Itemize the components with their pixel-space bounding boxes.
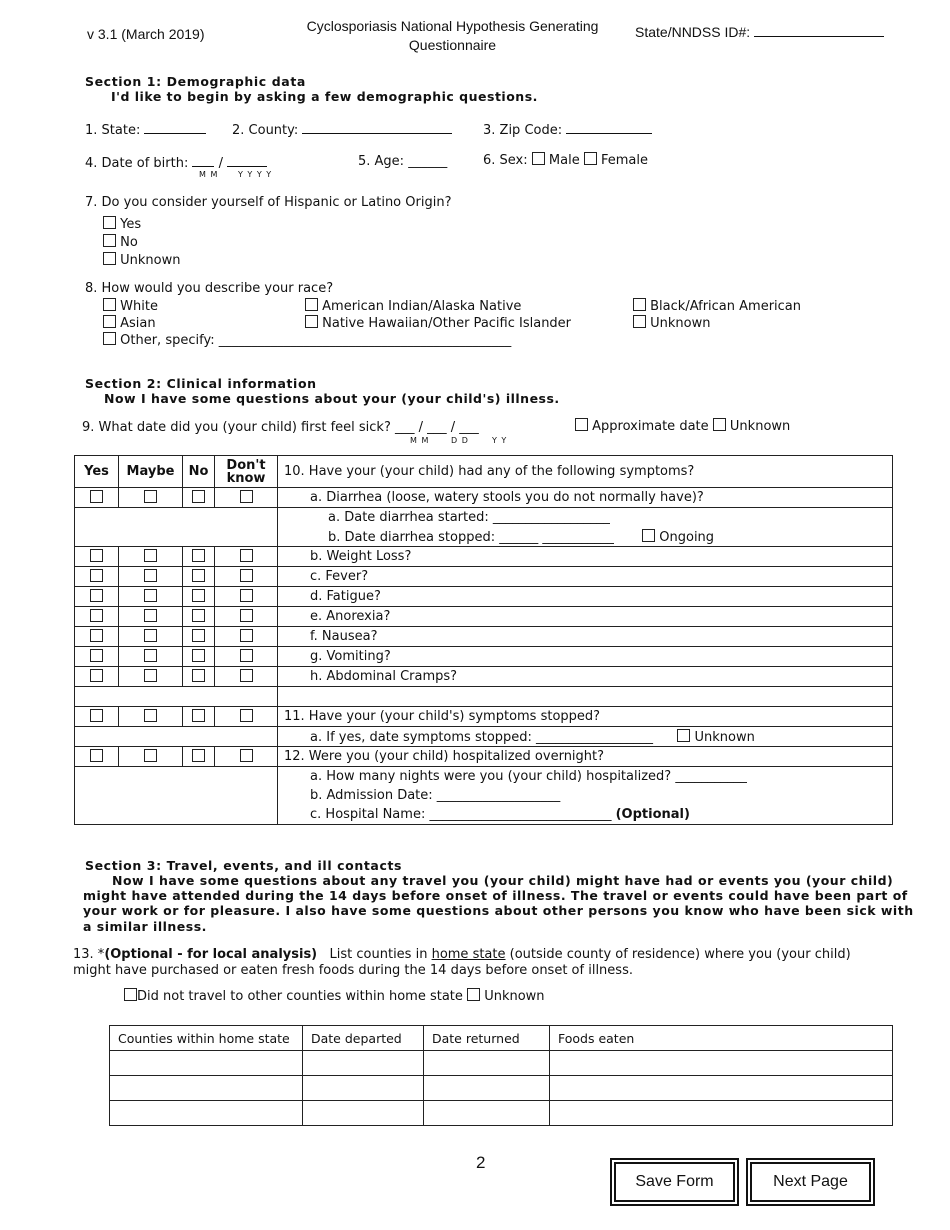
race-nhpi-checkbox[interactable]: [305, 315, 318, 328]
section3-intro-line3: your work or for pleasure. I also have some questions about other persons you know who have been sick with: [83, 903, 914, 919]
symptom-anorexia: e. Anorexia?: [278, 607, 893, 627]
nausea-maybe-checkbox[interactable]: [144, 629, 157, 642]
symptom-fatigue: d. Fatigue?: [278, 587, 893, 607]
hispanic-unknown-checkbox[interactable]: [103, 252, 116, 265]
state-id-label: State/NNDSS ID#:: [635, 24, 751, 40]
race-asian-checkbox[interactable]: [103, 315, 116, 328]
table-row: [75, 627, 893, 647]
county-input[interactable]: [110, 1101, 303, 1126]
col-counties: Counties within home state: [110, 1026, 303, 1051]
form-title: [300, 18, 605, 53]
onset-unknown-label: Unknown: [729, 419, 791, 434]
col-foods-eaten: Foods eaten: [550, 1026, 893, 1051]
race-other-field[interactable]: Other, specify: _____________________________________________: [120, 333, 512, 348]
q13-optional: (Optional - for local analysis): [104, 947, 318, 962]
onset-sub-month: M M: [410, 436, 430, 445]
hospital-name-field[interactable]: c. Hospital Name: ____________________________: [310, 807, 612, 822]
race-col2: [305, 298, 571, 332]
race-amind-checkbox[interactable]: [305, 298, 318, 311]
returned-input[interactable]: [424, 1051, 550, 1076]
travel-unknown-checkbox[interactable]: [467, 988, 480, 1001]
table-row: [75, 687, 893, 707]
travel-unknown-label: Unknown: [484, 989, 545, 1004]
sex-field: [483, 152, 648, 168]
anorexia-dontknow-checkbox[interactable]: [240, 609, 253, 622]
race-col3: [633, 298, 801, 332]
race-question: 8. How would you describe your race?: [85, 281, 334, 296]
hospital-name-row: [278, 805, 893, 825]
fever-no-checkbox[interactable]: [192, 569, 205, 582]
col-dont-know: Don't know: [215, 456, 278, 488]
departed-input[interactable]: [303, 1101, 424, 1126]
nausea-no-checkbox[interactable]: [192, 629, 205, 642]
symptom-abdominal-cramps: h. Abdominal Cramps?: [278, 667, 893, 687]
zip-field[interactable]: [483, 121, 652, 138]
onset-sub-day: D D: [451, 436, 469, 445]
county-input[interactable]: [110, 1076, 303, 1101]
county-input[interactable]: [110, 1051, 303, 1076]
version-label: v 3.1 (March 2019): [87, 26, 205, 42]
dob-sub-month: M M: [199, 170, 219, 179]
fatigue-dontknow-checkbox[interactable]: [240, 589, 253, 602]
zip-label: 3. Zip Code:: [483, 123, 563, 138]
q13-home-state: home state: [431, 947, 506, 962]
stopped-yes-checkbox[interactable]: [90, 709, 103, 722]
q13-line2: might have purchased or eaten fresh foods during the 14 days before onset of illness.: [73, 963, 633, 978]
cramps-maybe-checkbox[interactable]: [144, 669, 157, 682]
diarrhea-yes-checkbox[interactable]: [90, 490, 103, 503]
table-row: [75, 727, 893, 747]
section2-title: Section 2: Clinical information: [85, 376, 317, 391]
q13-number: 13. *: [73, 947, 105, 962]
anorexia-no-checkbox[interactable]: [192, 609, 205, 622]
col-maybe: Maybe: [119, 456, 183, 488]
onset-sub-year: Y Y: [492, 436, 508, 445]
diarrhea-maybe-checkbox[interactable]: [144, 490, 157, 503]
onset-options: [575, 418, 790, 434]
foods-input[interactable]: [550, 1051, 893, 1076]
admission-date-field[interactable]: b. Admission Date: ___________________: [278, 786, 893, 805]
hispanic-options: [103, 216, 181, 270]
section3-intro-line2: might have attended during the 14 days before onset of illness. The travel or events could have been part of: [83, 888, 908, 904]
hospitalized-question: 12. Were you (your child) hospitalized overnight?: [278, 747, 893, 767]
stopped-no-checkbox[interactable]: [192, 709, 205, 722]
hispanic-no-label: No: [120, 235, 138, 250]
table-row: [110, 1051, 893, 1076]
section3-title: Section 3: Travel, events, and ill contacts: [85, 858, 403, 873]
cramps-yes-checkbox[interactable]: [90, 669, 103, 682]
col-yes: Yes: [75, 456, 119, 488]
save-form-button[interactable]: Save Form: [614, 1162, 735, 1202]
sex-female-label: Female: [601, 153, 649, 168]
state-label: 1. State:: [85, 123, 141, 138]
departed-input[interactable]: [303, 1051, 424, 1076]
anorexia-yes-checkbox[interactable]: [90, 609, 103, 622]
table-row: [75, 647, 893, 667]
symptoms-table: [74, 455, 893, 825]
page-number: 2: [476, 1153, 486, 1172]
stopped-maybe-checkbox[interactable]: [144, 709, 157, 722]
dob-label: 4. Date of birth:: [85, 156, 189, 171]
col-date-departed: Date departed: [303, 1026, 424, 1051]
hospital-yes-checkbox[interactable]: [90, 749, 103, 762]
symptom-diarrhea: a. Diarrhea (loose, watery stools you do not normally have)?: [278, 488, 893, 508]
race-white-checkbox[interactable]: [103, 298, 116, 311]
dob-sub-year: Y Y Y Y: [238, 170, 273, 179]
diarrhea-stop-row: [278, 527, 893, 547]
col-date-returned: Date returned: [424, 1026, 550, 1051]
foods-input[interactable]: [550, 1076, 893, 1101]
diarrhea-start-field[interactable]: a. Date diarrhea started: __________________: [278, 508, 893, 528]
county-field[interactable]: [232, 121, 452, 138]
onset-unknown-checkbox[interactable]: [713, 418, 726, 431]
nausea-dontknow-checkbox[interactable]: [240, 629, 253, 642]
dob-separator: /: [218, 156, 223, 171]
age-field[interactable]: 5. Age: ______: [358, 154, 448, 169]
table-row: [75, 767, 893, 787]
table-row: [75, 747, 893, 767]
symptom-vomiting: g. Vomiting?: [278, 647, 893, 667]
col-no: No: [183, 456, 215, 488]
diarrhea-ongoing-label: Ongoing: [659, 529, 715, 545]
dob-field[interactable]: [85, 154, 267, 171]
sex-male-checkbox[interactable]: [532, 152, 545, 165]
counties-table-header: [110, 1026, 893, 1051]
no-travel-checkbox[interactable]: [124, 988, 137, 1001]
onset-date-question[interactable]: [82, 420, 479, 435]
foods-input[interactable]: [550, 1101, 893, 1126]
hospital-nights-field[interactable]: a. How many nights were you (your child) hospitalized? ___________: [278, 767, 893, 787]
sex-male-label: Male: [548, 153, 580, 168]
vomiting-no-checkbox[interactable]: [192, 649, 205, 662]
hispanic-yes-checkbox[interactable]: [103, 216, 116, 229]
q13-text-b: (outside county of residence) where you (your child): [509, 947, 851, 962]
returned-input[interactable]: [424, 1101, 550, 1126]
race-white-label: White: [120, 299, 158, 314]
hispanic-unknown-label: Unknown: [120, 253, 181, 268]
weightloss-maybe-checkbox[interactable]: [144, 549, 157, 562]
county-label: 2. County:: [232, 123, 299, 138]
diarrhea-no-checkbox[interactable]: [192, 490, 205, 503]
table-row: [75, 567, 893, 587]
hispanic-question: 7. Do you consider yourself of Hispanic or Latino Origin?: [85, 195, 452, 210]
vomiting-dontknow-checkbox[interactable]: [240, 649, 253, 662]
table-row: [75, 667, 893, 687]
section1-intro: I'd like to begin by asking a few demographic questions.: [111, 89, 538, 104]
diarrhea-ongoing-checkbox[interactable]: [642, 529, 655, 542]
weightloss-no-checkbox[interactable]: [192, 549, 205, 562]
fever-maybe-checkbox[interactable]: [144, 569, 157, 582]
race-unknown-checkbox[interactable]: [633, 315, 646, 328]
fever-dontknow-checkbox[interactable]: [240, 569, 253, 582]
race-nhpi-label: Native Hawaiian/Other Pacific Islander: [322, 316, 572, 331]
sex-female-checkbox[interactable]: [584, 152, 597, 165]
table-row: [75, 707, 893, 727]
diarrhea-dontknow-checkbox[interactable]: [240, 490, 253, 503]
symptom-fever: c. Fever?: [278, 567, 893, 587]
anorexia-maybe-checkbox[interactable]: [144, 609, 157, 622]
symptom-nausea: f. Nausea?: [278, 627, 893, 647]
symptoms-table-header: [75, 456, 893, 488]
departed-input[interactable]: [303, 1076, 424, 1101]
state-id-field[interactable]: [635, 24, 884, 40]
state-field[interactable]: [85, 121, 206, 138]
table-row: [110, 1076, 893, 1101]
section3-intro-line1: Now I have some questions about any travel you (your child) might have had or events you (your child): [112, 873, 894, 888]
onset-approx-label: Approximate date: [592, 419, 709, 434]
section3-intro-line4: a similar illness.: [83, 918, 207, 934]
stopped-dontknow-checkbox[interactable]: [240, 709, 253, 722]
symptoms-stopped-question: 11. Have your (your child's) symptoms stopped?: [278, 707, 893, 727]
symptom-weight-loss: b. Weight Loss?: [278, 547, 893, 567]
q13-text-a: List counties in: [329, 947, 428, 962]
cramps-no-checkbox[interactable]: [192, 669, 205, 682]
symptoms-stopped-date-field[interactable]: a. If yes, date symptoms stopped: __________________: [310, 729, 654, 745]
table-row: [110, 1101, 893, 1126]
cramps-dontknow-checkbox[interactable]: [240, 669, 253, 682]
fatigue-no-checkbox[interactable]: [192, 589, 205, 602]
returned-input[interactable]: [424, 1076, 550, 1101]
hospital-name-optional: (Optional): [615, 807, 690, 822]
fatigue-yes-checkbox[interactable]: [90, 589, 103, 602]
symptoms-stopped-date-row: [278, 727, 893, 747]
stopped-unknown-label: Unknown: [694, 729, 755, 745]
hospital-maybe-checkbox[interactable]: [144, 749, 157, 762]
no-travel-options: [124, 988, 545, 1004]
hispanic-yes-label: Yes: [120, 217, 142, 232]
fatigue-maybe-checkbox[interactable]: [144, 589, 157, 602]
section1-title: Section 1: Demographic data: [85, 74, 306, 89]
q13-text: [73, 947, 851, 979]
race-asian-label: Asian: [120, 316, 156, 331]
stopped-unknown-checkbox[interactable]: [677, 729, 690, 742]
next-page-button[interactable]: Next Page: [750, 1162, 871, 1202]
section3-intro: [83, 873, 914, 934]
table-row: [75, 587, 893, 607]
onset-date-blanks: ___ / ___ / ___: [395, 420, 479, 435]
section2-intro: Now I have some questions about your (your child's) illness.: [104, 391, 560, 406]
counties-table: [109, 1025, 893, 1126]
table-row: [75, 607, 893, 627]
table-row: [75, 547, 893, 567]
onset-approx-checkbox[interactable]: [575, 418, 588, 431]
nausea-yes-checkbox[interactable]: [90, 629, 103, 642]
vomiting-maybe-checkbox[interactable]: [144, 649, 157, 662]
form-title-line1: Cyclosporiasis National Hypothesis Generating: [306, 18, 599, 34]
weightloss-dontknow-checkbox[interactable]: [240, 549, 253, 562]
form-title-line2: Questionnaire: [408, 37, 497, 53]
race-black-checkbox[interactable]: [633, 298, 646, 311]
diarrhea-stop-field[interactable]: b. Date diarrhea stopped: ______ ___________: [328, 529, 614, 545]
no-travel-label: Did not travel to other counties within home state: [137, 989, 463, 1004]
weightloss-yes-checkbox[interactable]: [90, 549, 103, 562]
race-other-checkbox[interactable]: [103, 332, 116, 345]
symptoms-question: 10. Have your (your child) had any of the following symptoms?: [278, 456, 893, 488]
vomiting-yes-checkbox[interactable]: [90, 649, 103, 662]
onset-date-label: 9. What date did you (your child) first feel sick?: [82, 420, 391, 435]
hispanic-no-checkbox[interactable]: [103, 234, 116, 247]
sex-label: 6. Sex:: [483, 153, 528, 168]
hospital-no-checkbox[interactable]: [192, 749, 205, 762]
race-unknown-label: Unknown: [650, 316, 711, 331]
table-row: [75, 488, 893, 508]
race-black-label: Black/African American: [650, 299, 802, 314]
fever-yes-checkbox[interactable]: [90, 569, 103, 582]
hospital-dontknow-checkbox[interactable]: [240, 749, 253, 762]
race-amind-label: American Indian/Alaska Native: [322, 299, 522, 314]
table-row: [75, 508, 893, 528]
